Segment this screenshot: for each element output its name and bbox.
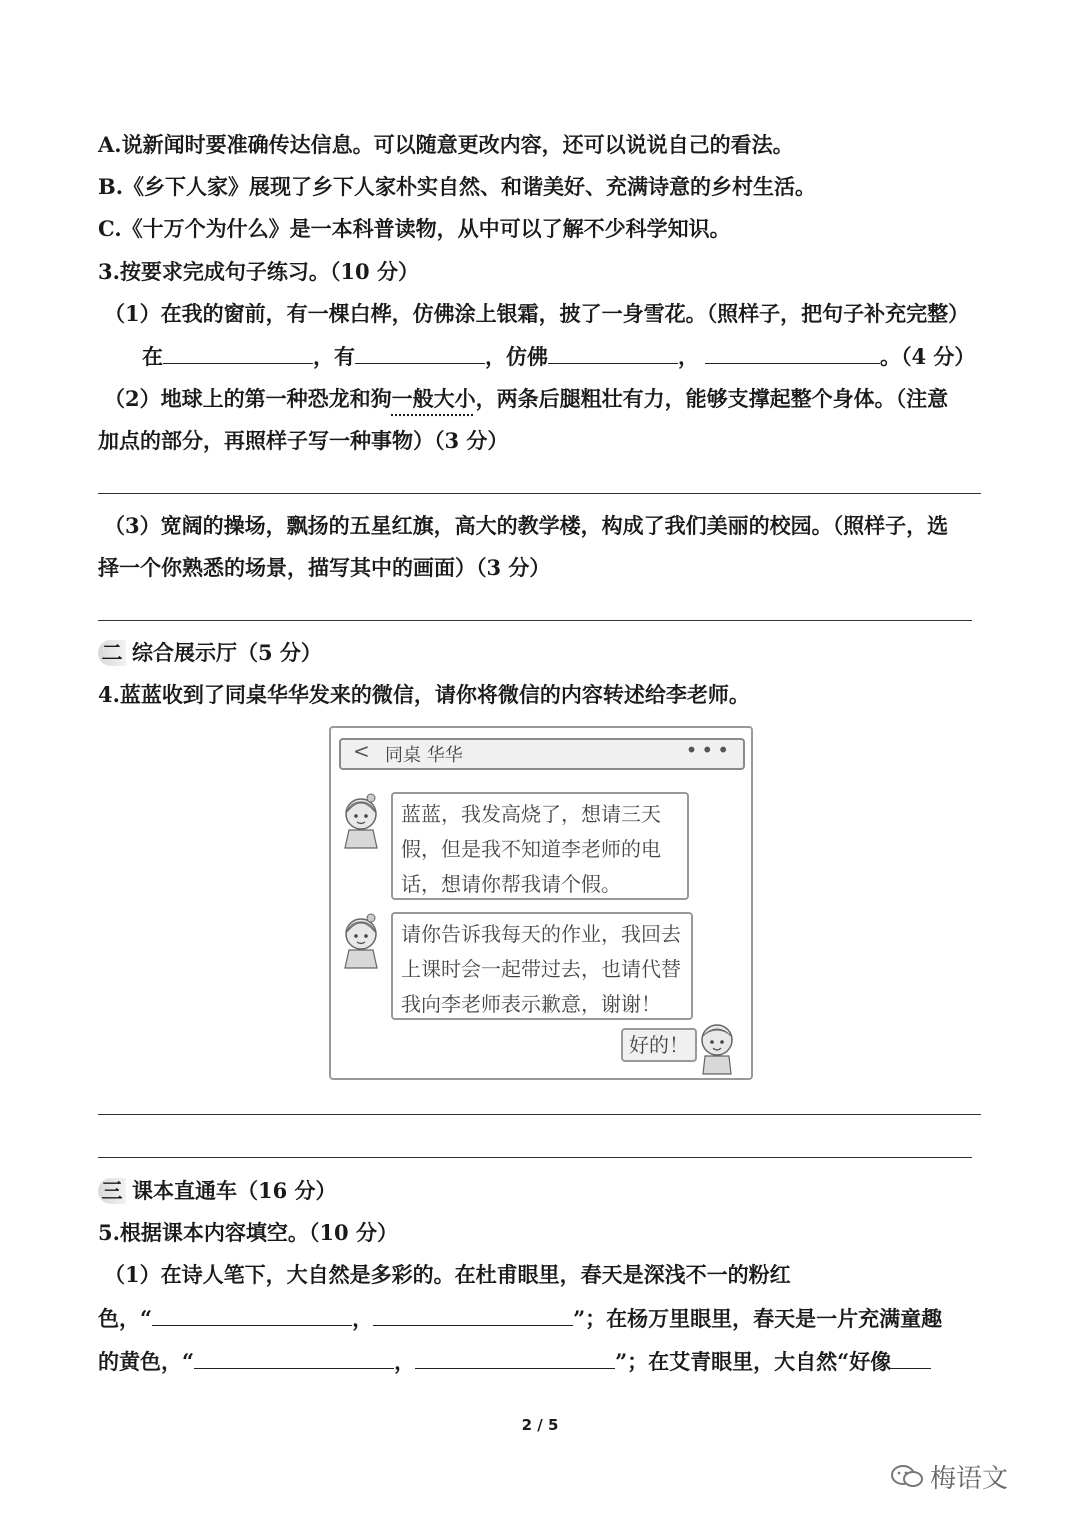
option-c: C.《十万个为什么》是一本科普读物，从中可以了解不少科学知识。 bbox=[98, 216, 731, 241]
message-bubble-1 bbox=[391, 792, 689, 900]
blank-3[interactable] bbox=[548, 341, 678, 364]
q5-l3-b: ， bbox=[394, 1349, 416, 1374]
fill-end: 。（4 分） bbox=[880, 344, 976, 369]
section-2-number: 二 bbox=[98, 640, 126, 666]
section-3-title: 课本直通车（16 分） bbox=[132, 1178, 337, 1203]
answer-line-4[interactable] bbox=[98, 1157, 972, 1158]
q3-s3-line1: （3）宽阔的操场，飘扬的五星红旗，高大的教学楼，构成了我们美丽的校园。（照样子，选 bbox=[104, 513, 949, 538]
q3-title: 3.按要求完成句子练习。（10 分） bbox=[98, 259, 419, 284]
answer-line-2[interactable] bbox=[98, 620, 972, 621]
section-2-title: 综合展示厅（5 分） bbox=[132, 640, 322, 665]
watermark-text: 梅语文 bbox=[930, 1464, 1009, 1494]
fill-word-4: ， bbox=[678, 344, 699, 369]
message-bubble-2 bbox=[391, 912, 693, 1020]
q5-l2-a: 色，“ bbox=[98, 1306, 153, 1331]
msg1-line: 蓝蓝，我发高烧了，想请三天 bbox=[401, 802, 661, 826]
fill-word-2: ，有 bbox=[313, 344, 355, 369]
q3-s2-a: （2）地球上的第一种恐龙和狗 bbox=[104, 386, 392, 411]
fill-word-3: ，仿佛 bbox=[485, 344, 548, 369]
q5-l2-c: ”；在杨万里眼里，春天是一片充满童趣 bbox=[573, 1306, 943, 1331]
answer-line-3[interactable] bbox=[98, 1114, 981, 1115]
q5-line1: （1）在诗人笔下，大自然是多彩的。在杜甫眼里，春天是深浅不一的粉红 bbox=[104, 1262, 791, 1287]
q5-l3-a: 的黄色，“ bbox=[98, 1349, 195, 1374]
back-icon[interactable]: < bbox=[353, 739, 370, 763]
blank-9[interactable] bbox=[891, 1346, 931, 1369]
q5-l2-b: ， bbox=[352, 1306, 374, 1331]
blank-2[interactable] bbox=[355, 341, 485, 364]
msg1-line: 假，但是我不知道李老师的电 bbox=[401, 837, 661, 861]
page-number: 2 / 5 bbox=[521, 1416, 559, 1434]
q3-s3-line2: 择一个你熟悉的场景，描写其中的画面）（3 分） bbox=[98, 555, 551, 580]
option-b: B.《乡下人家》展现了乡下人家朴实自然、和谐美好、充满诗意的乡村生活。 bbox=[98, 174, 817, 199]
q3-s1-fill bbox=[142, 341, 975, 372]
q3-s2-line1 bbox=[104, 384, 948, 414]
watermark bbox=[930, 1458, 1008, 1495]
blank-1[interactable] bbox=[163, 341, 313, 364]
wechat-screen bbox=[329, 726, 753, 1080]
q3-s2-b: ，两条后腿粗壮有力，能够支撑起整个身体。（注意 bbox=[475, 386, 949, 411]
option-a: A.说新闻时要准确传达信息。可以随意更改内容，还可以说说自己的看法。 bbox=[98, 132, 794, 157]
blank-7[interactable] bbox=[194, 1346, 394, 1369]
reply-bubble: 好的！ bbox=[621, 1028, 697, 1062]
section-3-heading bbox=[98, 1176, 337, 1206]
q3-s2-dotted: 一般大小 bbox=[391, 386, 476, 411]
q3-s1-text: （1）在我的窗前，有一棵白桦，仿佛涂上银霜，披了一身雪花。（照样子，把句子补充完整） bbox=[104, 301, 970, 326]
section-3-number: 三 bbox=[98, 1178, 126, 1204]
chat-header bbox=[339, 738, 745, 770]
blank-8[interactable] bbox=[415, 1346, 615, 1369]
section-2-heading bbox=[98, 638, 322, 668]
q5-l3-c: ”；在艾青眼里，大自然“好像 bbox=[615, 1349, 892, 1374]
q4-title: 4.蓝蓝收到了同桌华华发来的微信，请你将微信的内容转述给李老师。 bbox=[98, 682, 750, 707]
q5-title: 5.根据课本内容填空。（10 分） bbox=[98, 1220, 398, 1245]
msg2-line: 我向李老师表示歉意，谢谢！ bbox=[401, 992, 661, 1016]
blank-5[interactable] bbox=[152, 1303, 352, 1326]
q5-line3 bbox=[98, 1346, 931, 1377]
msg2-line: 请你告诉我每天的作业，我回去 bbox=[401, 922, 681, 946]
wechat-logo-icon bbox=[890, 1464, 924, 1488]
chat-title: 同桌 华华 bbox=[385, 745, 463, 766]
girl-avatar-icon bbox=[341, 792, 381, 850]
fill-word-1: 在 bbox=[142, 344, 163, 369]
msg2-line: 上课时会一起带过去，也请代替 bbox=[401, 957, 681, 981]
answer-line-1[interactable] bbox=[98, 493, 981, 494]
blank-6[interactable] bbox=[373, 1303, 573, 1326]
blank-4[interactable] bbox=[705, 341, 880, 364]
q5-line2 bbox=[98, 1303, 942, 1334]
more-icon[interactable]: ••• bbox=[685, 738, 733, 762]
boy-avatar-icon bbox=[697, 1018, 737, 1076]
q3-s2-line2: 加点的部分，再照样子写一种事物）（3 分） bbox=[98, 428, 509, 453]
msg1-line: 话，想请你帮我请个假。 bbox=[401, 872, 621, 896]
girl-avatar-icon bbox=[341, 912, 381, 970]
